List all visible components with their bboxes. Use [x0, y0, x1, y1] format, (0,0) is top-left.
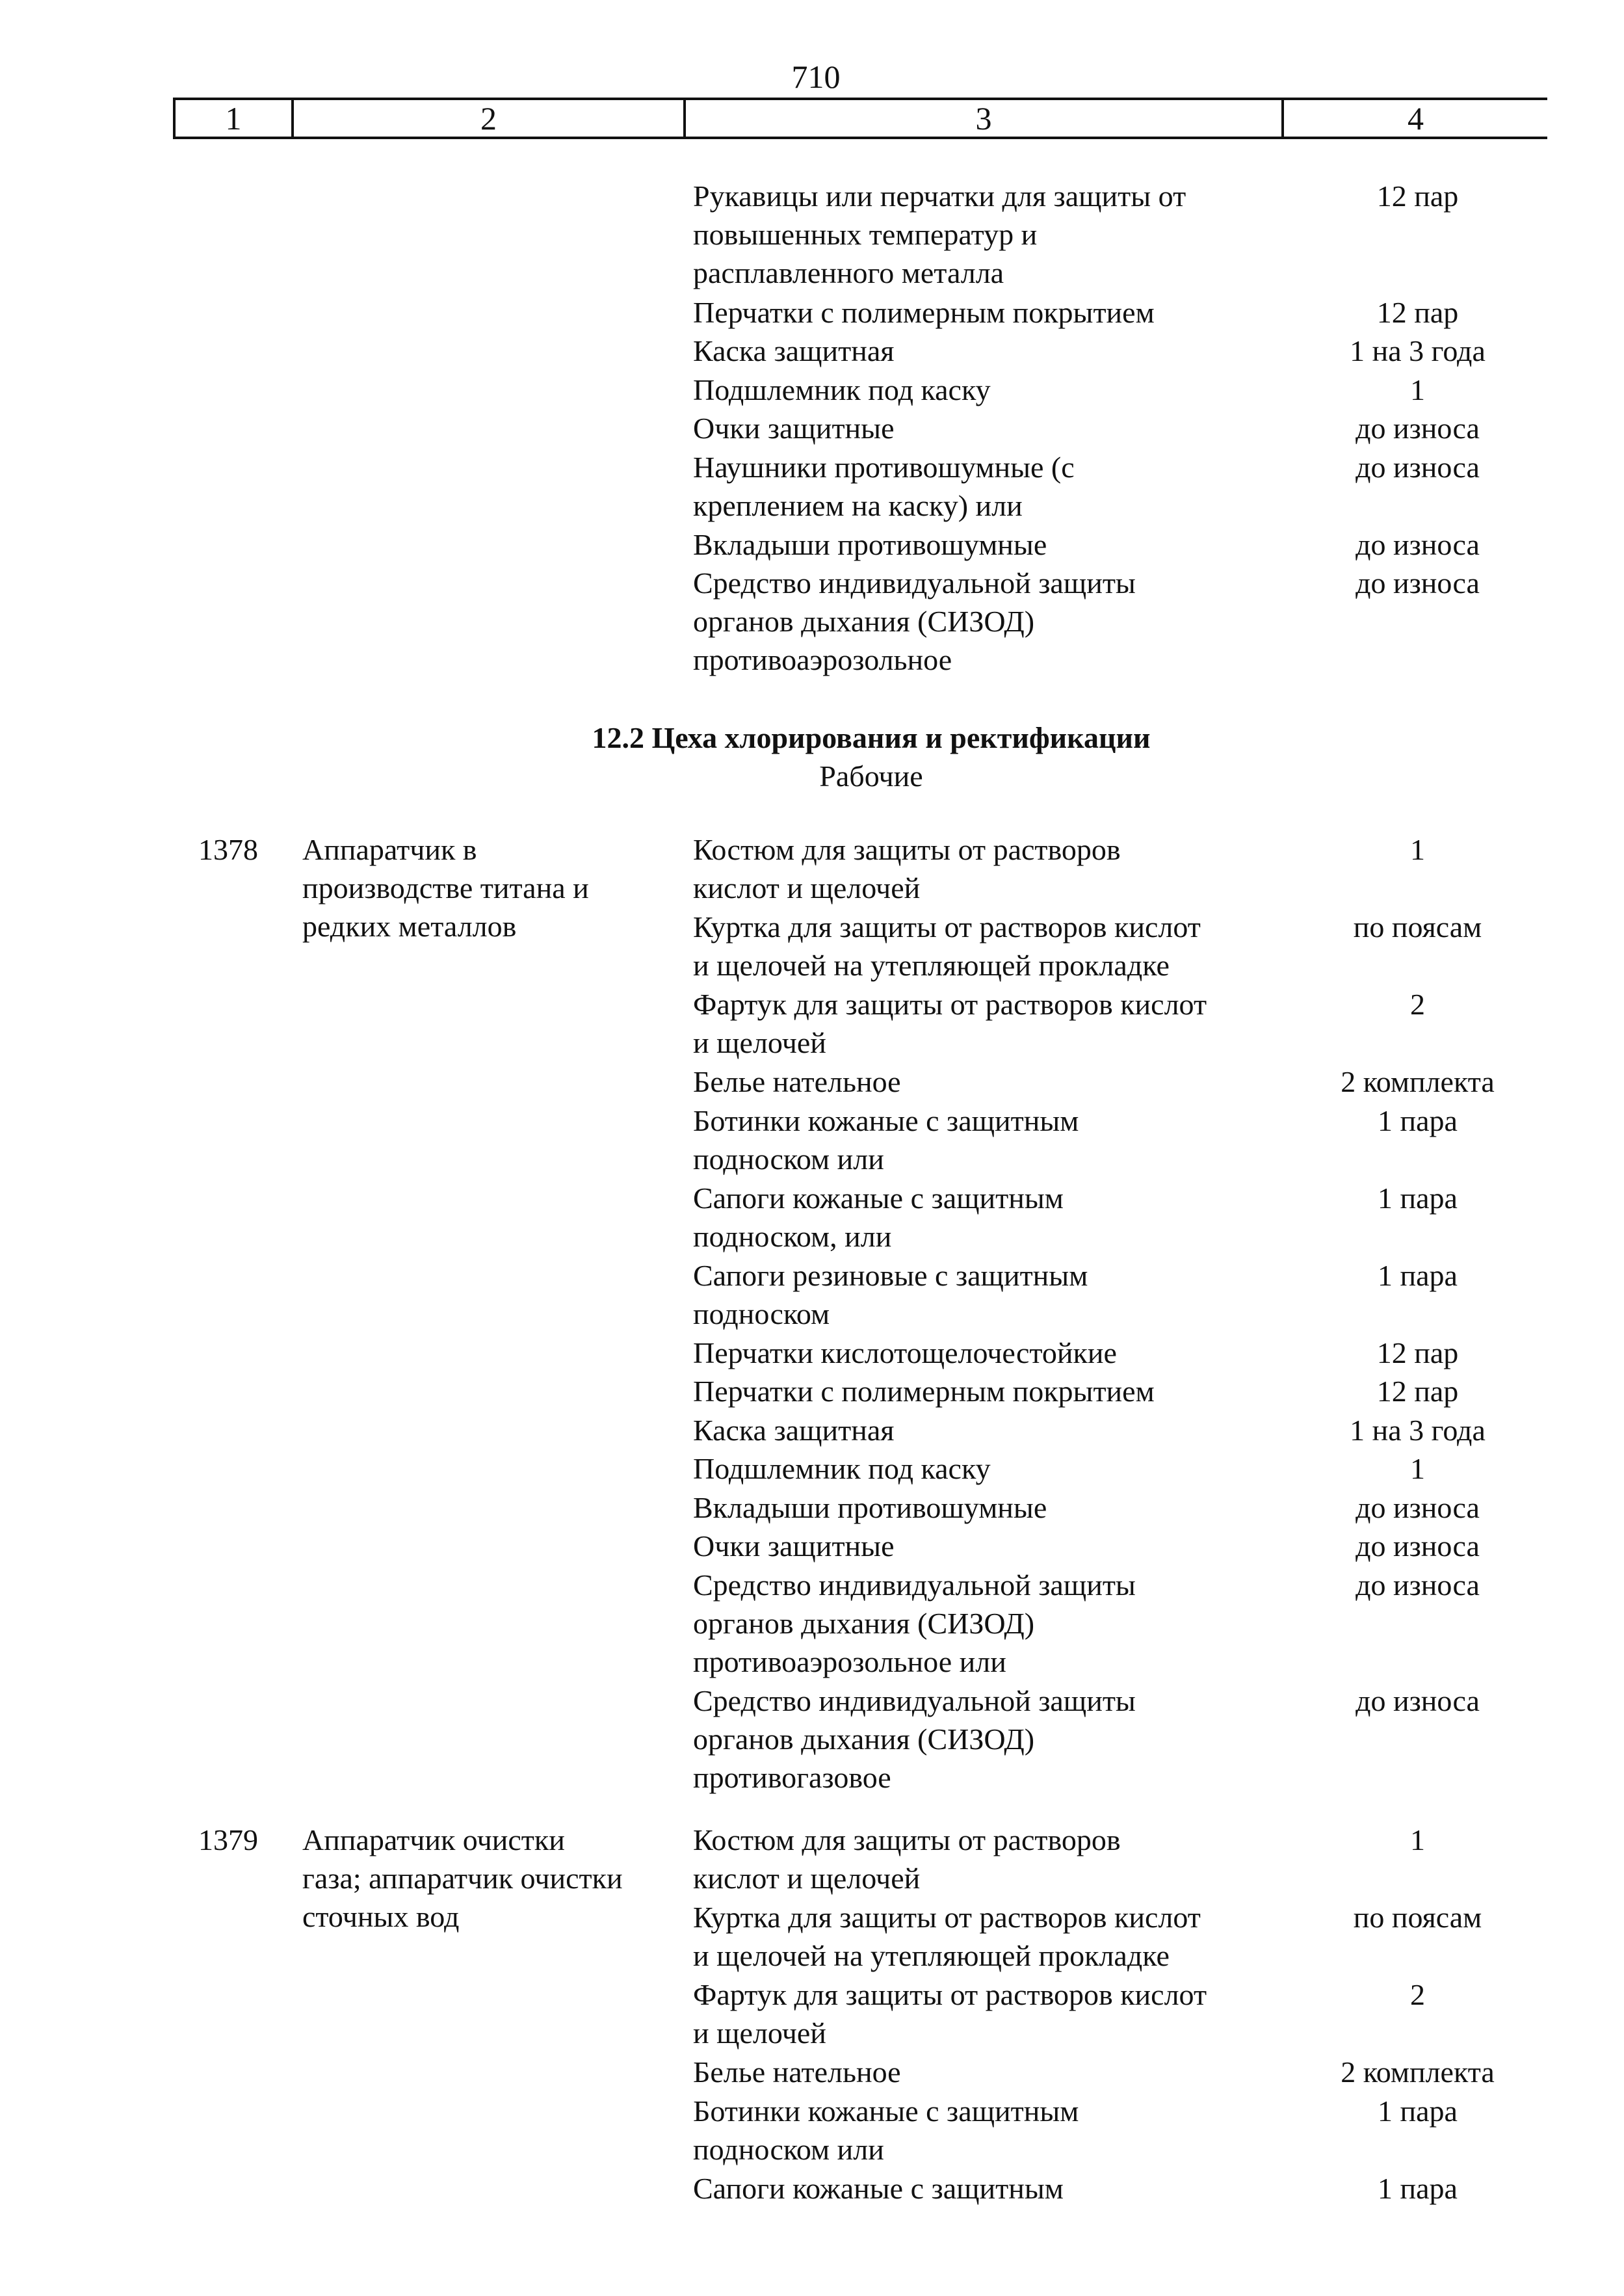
entry-1378-item-norm: 2 комплекта [1341, 1065, 1495, 1098]
page-number: 710 [791, 59, 841, 95]
column-header-2: 2 [293, 99, 685, 138]
entry-1378-item-name [693, 1256, 1291, 1333]
continued-item-norm: до износа [1356, 566, 1480, 600]
entry-1378-item-name-line: подноском или [693, 1142, 884, 1176]
entry-1379-item-name [693, 1821, 1291, 1897]
entry-1378-item-name [693, 1411, 1291, 1449]
column-header-1: 1 [174, 99, 293, 138]
entry-1378-item-name [693, 985, 1291, 1062]
entry-1378-item-name-line: Белье нательное [693, 1065, 901, 1098]
entry-1378-item-name [693, 1062, 1291, 1101]
continued-item-name-line: противоаэрозольное [693, 643, 952, 676]
continued-item-name-line: расплавленного металла [693, 256, 1004, 289]
entry-1378-item-name [693, 1488, 1291, 1527]
entry-1379-item-norm: 2 [1410, 1978, 1425, 2011]
section-title: 12.2 Цеха хлорирования и ректификации [592, 721, 1151, 754]
entry-1378-item-norm: по поясам [1353, 910, 1482, 943]
entry-1379-item-name-line: Куртка для защиты от растворов кислот [693, 1901, 1201, 1934]
entry-1379-item-name [693, 2053, 1291, 2091]
entry-1378-item-norm: до износа [1356, 1529, 1480, 1563]
entry-1379-item-norm: 1 пара [1378, 2171, 1458, 2205]
entry-1378-item-name-line: подноском, или [693, 1219, 892, 1253]
entry-1378-item-name-line: Сапоги кожаные с защитным [693, 1181, 1064, 1215]
entry-1378-item-name-line: кислот и щелочей [693, 871, 921, 904]
entry-1378-item-norm: 1 [1410, 1452, 1425, 1485]
continued-item-norm: 1 на 3 года [1350, 334, 1486, 367]
section-subtitle: Рабочие [819, 759, 923, 793]
continued-item-name-line: Вкладыши противошумные [693, 527, 1047, 561]
entry-1379-number: 1379 [198, 1823, 258, 1856]
entry-1379-profession-line: газа; аппаратчик очистки [302, 1862, 623, 1895]
entry-1378-item-name [693, 1179, 1291, 1256]
entry-1378-item-name [693, 1527, 1291, 1565]
continued-item-name-line: Подшлемник под каску [693, 373, 991, 406]
entry-1378-item-norm: 1 [1410, 833, 1425, 866]
continued-item-norm: 12 пар [1376, 179, 1459, 213]
entry-1378-item-name [693, 1449, 1291, 1488]
entry-1378-item-name [693, 1372, 1291, 1410]
entry-1378-item-norm: 12 пар [1376, 1336, 1459, 1369]
entry-1379-item-name [693, 1975, 1291, 2052]
column-header-4: 4 [1283, 99, 1547, 138]
entry-1378-item-norm: до износа [1356, 1568, 1480, 1602]
entry-1378-item-name-line: органов дыхания (СИЗОД) [693, 1722, 1035, 1756]
continued-item-name [693, 564, 1291, 679]
continued-item-name [693, 293, 1291, 332]
continued-item-name-line: Каска защитная [693, 334, 895, 367]
entry-1379-item-norm: 1 [1410, 1823, 1425, 1856]
continued-item-name [693, 409, 1291, 447]
entry-1378-item-norm: 1 на 3 года [1350, 1413, 1486, 1447]
entry-1378-item-norm: до износа [1356, 1490, 1480, 1524]
entry-1378-item-norm: 1 пара [1378, 1258, 1458, 1292]
continued-item-name-line: Рукавицы или перчатки для защиты от [693, 179, 1186, 213]
entry-1378-item-norm: 2 [1410, 988, 1425, 1021]
continued-item-name [693, 177, 1291, 292]
entry-1378-item-name-line: Фартук для защиты от растворов кислот [693, 988, 1207, 1021]
entry-1378-item-name-line: Перчатки с полимерным покрытием [693, 1375, 1155, 1408]
entry-1378-item-name-line: противогазовое [693, 1761, 891, 1794]
entry-1379-item-name [693, 2092, 1291, 2169]
entry-1378-item-name-line: Сапоги резиновые с защитным [693, 1258, 1088, 1292]
entry-1379-item-norm: 2 комплекта [1341, 2055, 1495, 2089]
entry-1379-profession-line: Аппаратчик очистки [302, 1823, 565, 1856]
entry-1379-item-name [693, 2169, 1291, 2208]
entry-1378-item-norm: до износа [1356, 1684, 1480, 1717]
column-header-3: 3 [685, 99, 1283, 138]
entry-1378-item-name-line: Перчатки кислотощелочестойкие [693, 1336, 1117, 1369]
entry-1379-item-name-line: подноском или [693, 2132, 884, 2166]
column-header-table [173, 98, 1547, 139]
entry-1378-item-name-line: Подшлемник под каску [693, 1452, 991, 1485]
continued-item-norm: до износа [1356, 412, 1480, 445]
continued-item-name-line: органов дыхания (СИЗОД) [693, 605, 1035, 638]
entry-1378-item-name [693, 1102, 1291, 1178]
continued-item-norm: 1 [1410, 373, 1425, 406]
entry-1379-item-name-line: кислот и щелочей [693, 1862, 921, 1895]
column-header-row [174, 99, 1547, 138]
continued-item-name-line: Очки защитные [693, 412, 895, 445]
continued-item-name-line: креплением на каску) или [693, 488, 1023, 522]
entry-1378-item-name-line: Средство индивидуальной защиты [693, 1684, 1136, 1717]
continued-item-name [693, 371, 1291, 409]
entry-1378-profession [302, 830, 679, 945]
entry-1378-item-name-line: Ботинки кожаные с защитным [693, 1103, 1079, 1137]
entry-1378-item-norm: 12 пар [1376, 1375, 1459, 1408]
entry-1378-profession-line: редких металлов [302, 910, 517, 943]
entry-1378-item-name [693, 1682, 1291, 1797]
entry-1378-item-name-line: Средство индивидуальной защиты [693, 1568, 1136, 1602]
entry-1379-item-name-line: Сапоги кожаные с защитным [693, 2171, 1064, 2205]
entry-1378-item-name [693, 1334, 1291, 1372]
entry-1379-item-norm: по поясам [1353, 1901, 1482, 1934]
entry-1379-item-name [693, 1898, 1291, 1975]
entry-1379-profession [302, 1821, 679, 1936]
entry-1378-item-name-line: и щелочей на утепляющей прокладке [693, 949, 1170, 982]
entry-1379-item-name-line: и щелочей [693, 2016, 826, 2050]
entry-1379-item-norm: 1 пара [1378, 2094, 1458, 2128]
continued-item-name [693, 525, 1291, 564]
entry-1379-item-name-line: Ботинки кожаные с защитным [693, 2094, 1079, 2128]
entry-1379-item-name-line: Белье нательное [693, 2055, 901, 2089]
entry-1378-item-norm: 1 пара [1378, 1181, 1458, 1215]
entry-1378-item-name [693, 830, 1291, 907]
entry-1378-item-name-line: Вкладыши противошумные [693, 1490, 1047, 1524]
continued-item-name-line: повышенных температур и [693, 218, 1038, 251]
continued-item-norm: до износа [1356, 450, 1480, 484]
continued-item-norm: до износа [1356, 527, 1480, 561]
entry-1379-item-name-line: Фартук для защиты от растворов кислот [693, 1978, 1207, 2011]
entry-1379-item-name-line: и щелочей на утепляющей прокладке [693, 1939, 1170, 1972]
entry-1378-item-name-line: Куртка для защиты от растворов кислот [693, 910, 1201, 943]
entry-1378-item-name [693, 908, 1291, 984]
entry-1378-item-name-line: Очки защитные [693, 1529, 895, 1563]
continued-item-name [693, 448, 1291, 525]
entry-1378-profession-line: производстве титана и [302, 871, 589, 904]
entry-1378-item-norm: 1 пара [1378, 1103, 1458, 1137]
entry-1378-item-name-line: органов дыхания (СИЗОД) [693, 1606, 1035, 1640]
entry-1378-number: 1378 [198, 833, 258, 866]
entry-1379-profession-line: сточных вод [302, 1900, 460, 1933]
continued-item-name-line: Наушники противошумные (с [693, 450, 1075, 484]
entry-1378-item-name-line: подноском [693, 1297, 830, 1330]
entry-1378-item-name-line: противоаэрозольное или [693, 1644, 1006, 1678]
continued-item-name-line: Перчатки с полимерным покрытием [693, 295, 1155, 329]
entry-1378-item-name-line: Каска защитная [693, 1413, 895, 1447]
continued-item-name-line: Средство индивидуальной защиты [693, 566, 1136, 600]
entry-1378-item-name [693, 1566, 1291, 1681]
entry-1378-profession-line: Аппаратчик в [302, 833, 477, 866]
entry-1378-item-name-line: и щелочей [693, 1026, 826, 1059]
entry-1378-item-name-line: Костюм для защиты от растворов [693, 833, 1121, 866]
continued-item-name [693, 332, 1291, 370]
continued-item-norm: 12 пар [1376, 295, 1459, 329]
entry-1379-item-name-line: Костюм для защиты от растворов [693, 1823, 1121, 1856]
